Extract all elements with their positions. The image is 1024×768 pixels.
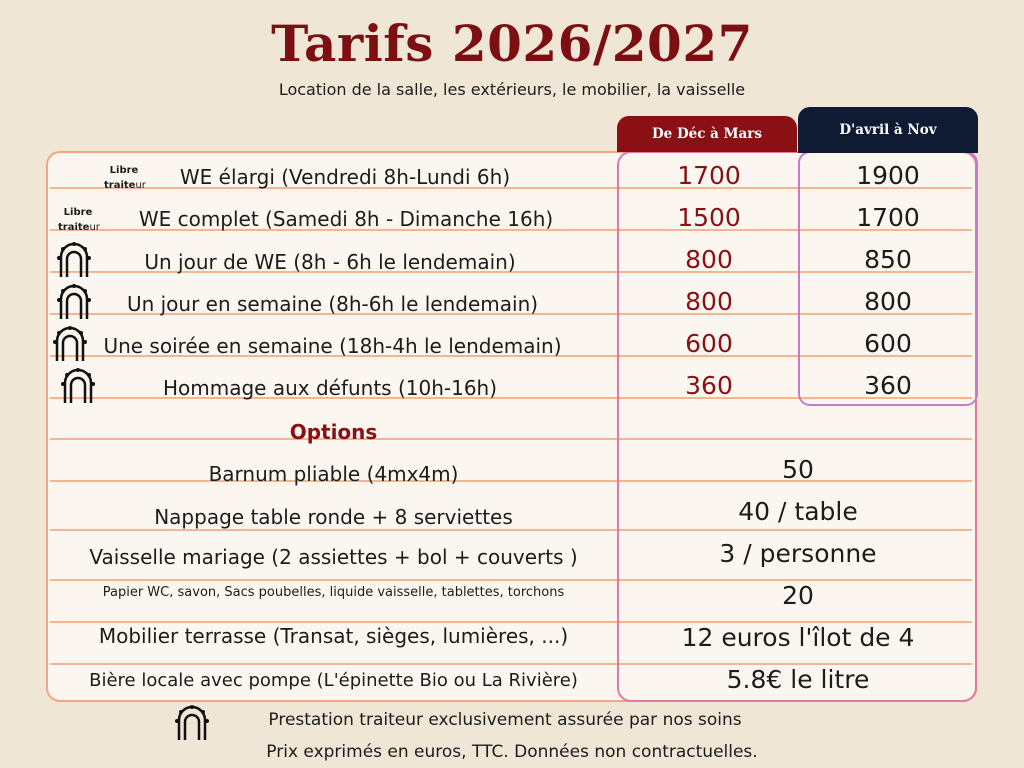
rate-label: Un jour de WE (8h - 6h le lendemain) (144, 250, 516, 274)
libre-traiteur-line1: Libre (109, 165, 139, 176)
rate-label: Hommage aux défunts (10h-16h) (162, 376, 498, 400)
option-value: 50 (782, 455, 814, 484)
footer-note: Prestation traiteur exclusivement assurée par nos soins (268, 710, 742, 730)
rate-dec-value: 360 (685, 371, 733, 400)
option-label: Nappage table ronde + 8 serviettes (154, 505, 513, 529)
option-label: Papier WC, savon, Sacs poubelles, liquide vaisselle, tablettes, torchons (102, 585, 565, 600)
rate-dec-value: 1500 (677, 203, 741, 232)
option-label: Bière locale avec pompe (L'épinette Bio ou La Rivière) (89, 670, 578, 691)
rate-avr-value: 800 (864, 287, 912, 316)
option-label: Vaisselle mariage (2 assiettes + bol + couverts ) (89, 545, 578, 569)
rate-avr-value: 600 (864, 329, 912, 358)
rate-label: WE complet (Samedi 8h - Dimanche 16h) (138, 207, 554, 231)
rate-avr-value: 1900 (856, 161, 920, 190)
column-header-avril-nov: D'avril à Nov (798, 107, 978, 153)
libre-traiteur-line2-suffix: ur (135, 180, 146, 191)
option-label: Barnum pliable (4mx4m) (208, 462, 459, 486)
rate-label: WE élargi (Vendredi 8h-Lundi 6h) (179, 165, 511, 189)
libre-traiteur-line2: traite (104, 180, 136, 191)
rate-avr-value: 1700 (856, 203, 920, 232)
option-value: 5.8€ le litre (726, 665, 870, 694)
arch-icon (52, 325, 88, 363)
options-heading: Options (289, 420, 378, 444)
rate-label: Une soirée en semaine (18h-4h le lendemain) (103, 334, 562, 358)
libre-traiteur-line1: Libre (63, 207, 93, 218)
option-label: Mobilier terrasse (Transat, sièges, lumières, ...) (98, 624, 569, 648)
libre-traiteur-line2: traite (58, 222, 90, 233)
libre-traiteur-line2-suffix: ur (89, 222, 100, 233)
rate-dec-value: 800 (685, 245, 733, 274)
rate-avr-value: 850 (864, 245, 912, 274)
page-title: Tarifs 2026/2027 (271, 14, 753, 73)
rate-dec-value: 800 (685, 287, 733, 316)
arch-icon (174, 704, 210, 742)
rate-label: Un jour en semaine (8h-6h le lendemain) (126, 292, 539, 316)
rate-dec-value: 600 (685, 329, 733, 358)
option-value: 3 / personne (719, 539, 877, 568)
rate-dec-value: 1700 (677, 161, 741, 190)
footer-disclaimer: Prix exprimés en euros, TTC. Données non contractuelles. (266, 742, 758, 762)
option-value: 20 (782, 581, 814, 610)
option-value: 12 euros l'îlot de 4 (681, 623, 915, 652)
rate-avr-value: 360 (864, 371, 912, 400)
column-header-dec-mars: De Déc à Mars (617, 116, 797, 152)
page-subtitle: Location de la salle, les extérieurs, le mobilier, la vaisselle (278, 80, 746, 99)
option-value: 40 / table (738, 497, 858, 526)
